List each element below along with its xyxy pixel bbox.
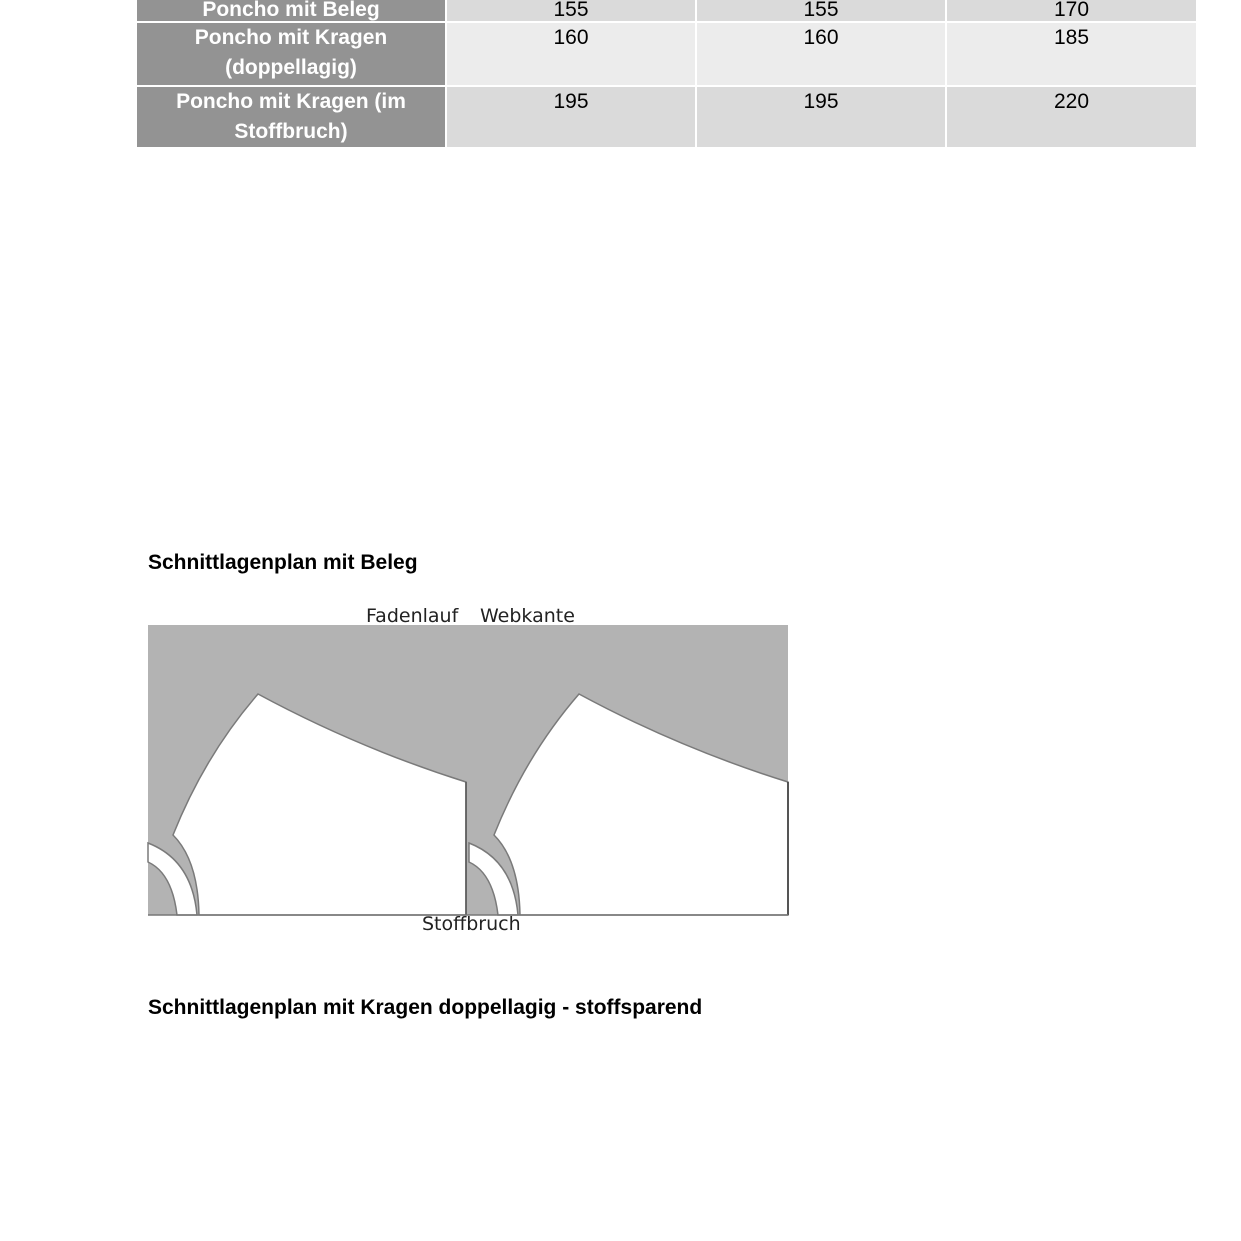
table-cell: 155: [696, 0, 946, 22]
label-webkante: Webkante: [480, 605, 575, 627]
table-cell: 160: [696, 22, 946, 86]
section-heading-beleg: Schnittlagenplan mit Beleg: [148, 551, 418, 574]
row-label: Poncho mit Kragen (doppellagig): [137, 22, 446, 86]
label-stoffbruch: Stoffbruch: [422, 913, 521, 935]
table-cell: 195: [696, 86, 946, 148]
label-fadenlauf: Fadenlauf: [366, 605, 459, 627]
table-cell: 185: [946, 22, 1196, 86]
row-label: Poncho mit Beleg: [137, 0, 446, 22]
table-cell: 160: [446, 22, 696, 86]
table-cell: 195: [446, 86, 696, 148]
row-label: Poncho mit Kragen (im Stoffbruch): [137, 86, 446, 148]
table-cell: 220: [946, 86, 1196, 148]
section-heading-kragen: Schnittlagenplan mit Kragen doppellagig - stoffsparend: [148, 996, 703, 1019]
table-cell: 155: [446, 0, 696, 22]
table-cell: 170: [946, 0, 1196, 22]
